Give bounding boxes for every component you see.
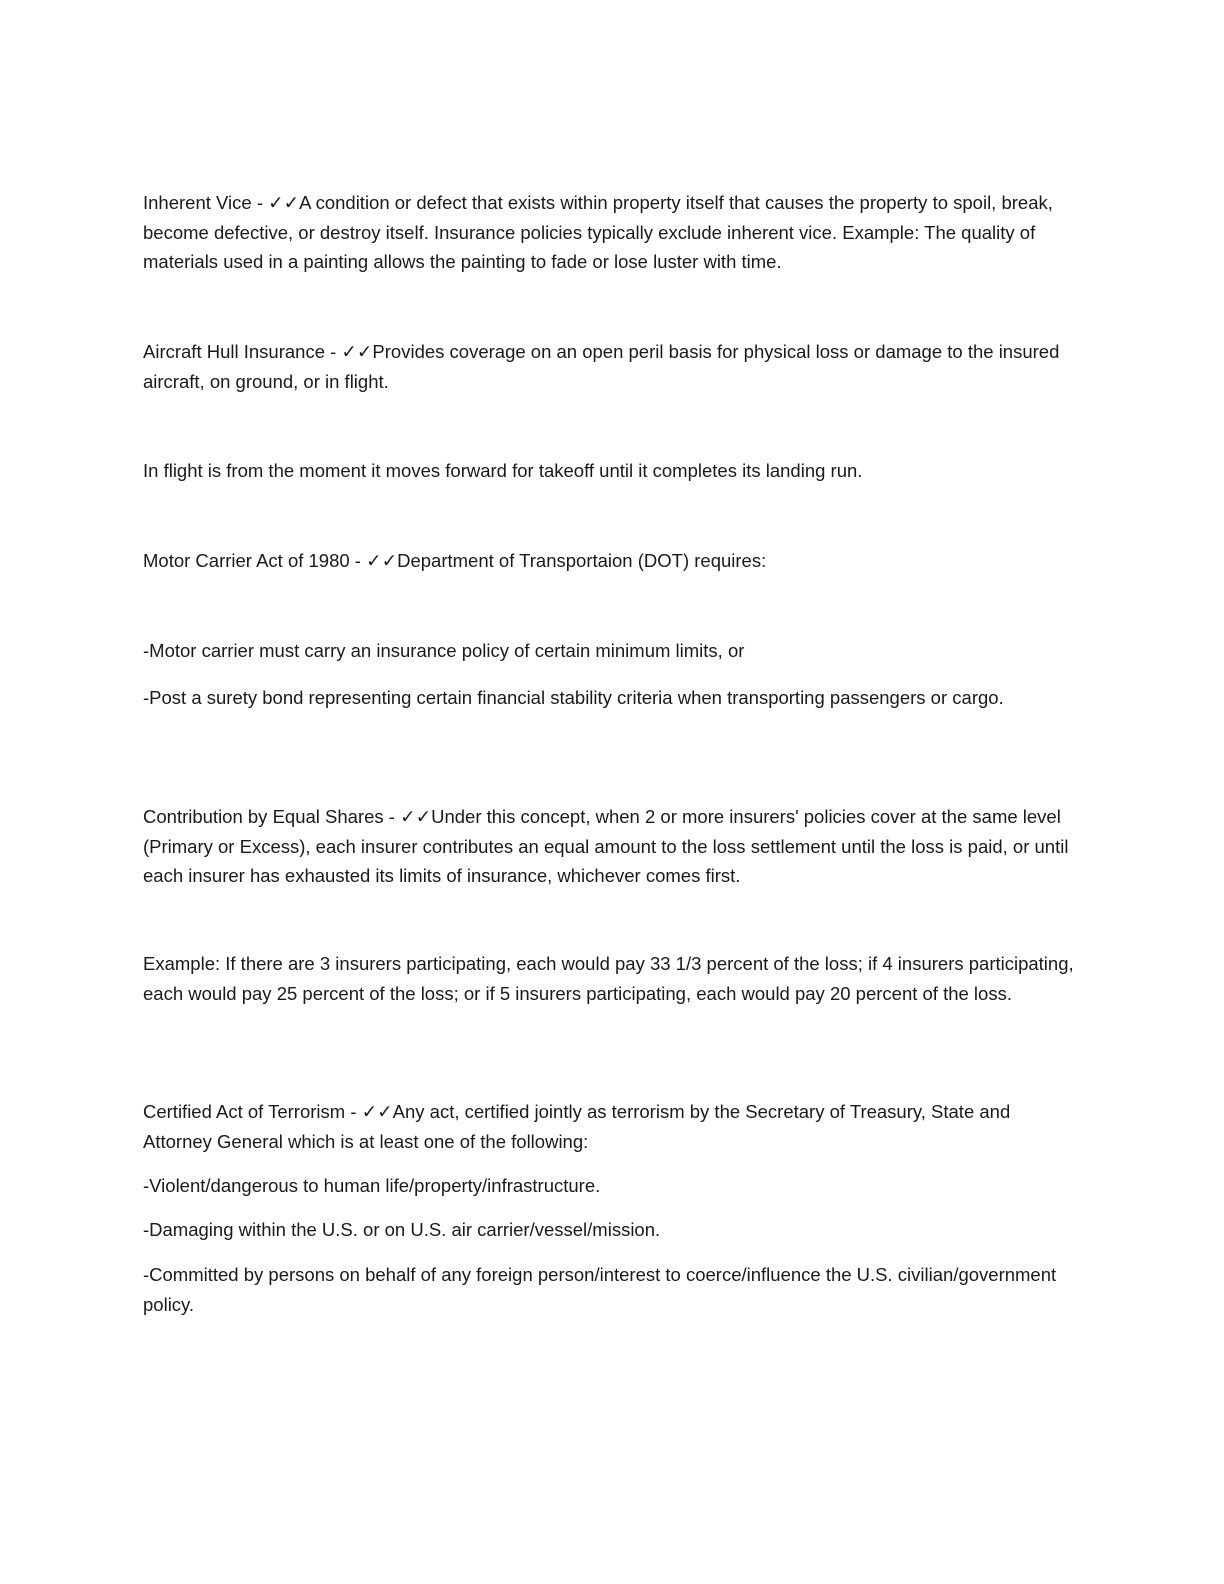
definition-motor-carrier-act: Motor Carrier Act of 1980 - ✓✓Department of Transportaion (DOT) requires: [143,550,767,571]
list-item-committed: -Committed by persons on behalf of any foreign person/interest to coerce/influence the U.S. civilian/government policy. [143,1264,1057,1315]
example-equal-shares: Example: If there are 3 insurers participating, each would pay 33 1/3 percent of the loss; if 4 insurers participating, each would pay 25 percent of the loss; or if 5 insurers participating, each would pay 20 percent of the loss. [143,953,1074,1004]
list-item-damaging: -Damaging within the U.S. or on U.S. air carrier/vessel/mission. [143,1219,661,1240]
list-item-insurance-policy: -Motor carrier must carry an insurance policy of certain minimum limits, or [143,640,745,661]
definition-aircraft-hull-insurance: Aircraft Hull Insurance - ✓✓Provides coverage on an open peril basis for physical loss or damage to the insured aircraft, on ground, or in flight. [143,341,1060,392]
note-in-flight: In flight is from the moment it moves forward for takeoff until it completes its landing run. [143,460,863,481]
definition-contribution-by-equal-shares: Contribution by Equal Shares - ✓✓Under this concept, when 2 or more insurers' policies cover at the same level (Primary or Excess), each insurer contributes an equal amount to the loss settlement until the loss is paid, or until each insurer has exhausted its limits of insurance, whichever comes first. [143,806,1069,886]
definition-certified-act-of-terrorism: Certified Act of Terrorism - ✓✓Any act, certified jointly as terrorism by the Secretary of Treasury, State and Attorney General which is at least one of the following: [143,1101,1011,1152]
list-item-violent: -Violent/dangerous to human life/property/infrastructure. [143,1175,601,1196]
list-item-surety-bond: -Post a surety bond representing certain financial stability criteria when transporting passengers or cargo. [143,687,1004,708]
definition-inherent-vice: Inherent Vice - ✓✓A condition or defect that exists within property itself that causes the property to spoil, break, become defective, or destroy itself. Insurance policies typically exclude inherent vice. Example: The quality of materials used in a painting allows the painting to fade or lose luster with time. [143,192,1053,272]
